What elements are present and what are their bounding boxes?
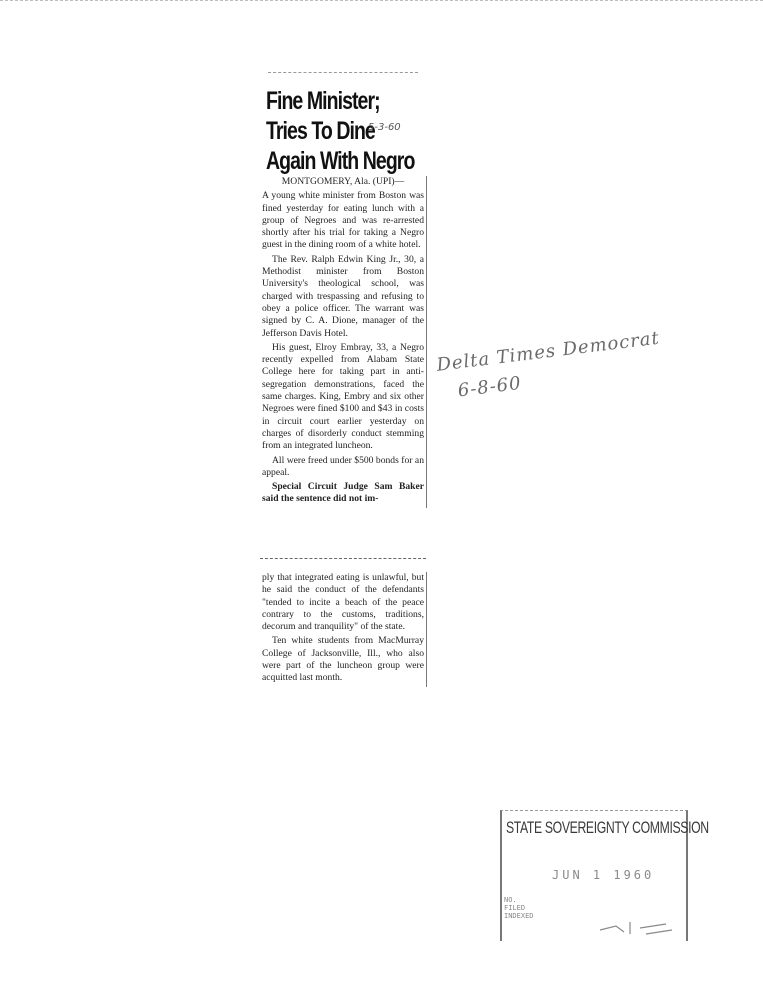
page-top-border (0, 0, 763, 5)
stamp-scribble (596, 914, 676, 936)
handwritten-publication: Delta Times Democrat (435, 327, 661, 376)
article-paragraph: Special Circuit Judge Sam Baker said the sentence did not im- (262, 481, 424, 505)
article-paragraph: The Rev. Ralph Edwin King Jr., 30, a Methodist minister from Boston University's theological school, was charged with trespassing and refusing to obey a police officer. The warrant was signed by C. A. Dione, manager of the Jefferson Davis Hotel. (262, 253, 424, 339)
article-body-bottom (262, 572, 427, 687)
article-paragraph: Ten white students from MacMurray College of Jacksonville, Ill., who also were part of the luncheon group were acquitted last month. (262, 635, 424, 684)
clipping-top-edge (268, 72, 418, 75)
stamp-field: NO. (504, 896, 517, 904)
article-paragraph: His guest, Elroy Embray, 33, a Negro recently expelled from Alabam State College here for taking part in anti-segregation demonstrations, faced the same charges. King, Embry and six other Negroes were fined $100 and $43 in costs in circuit court earlier yesterday on charges of disorderly conduct stemming from an integrated luncheon. (262, 341, 424, 452)
headline-line: Fine Minister; (266, 87, 380, 115)
stamp-field: INDEXED (504, 912, 534, 920)
article-paragraph: All were freed under $500 bonds for an appeal. (262, 454, 424, 478)
stamp-title: STATE SOVEREIGNTY COMMISSION (506, 818, 709, 837)
handwritten-date: 6-8-60 (456, 372, 523, 402)
headline-line: Again With Negro (266, 147, 415, 175)
article-paragraph: ply that integrated eating is unlawful, but he said the conduct of the defendants "tended to incite a beach of the peace contrary to the customs, traditions, decorum and tranquility" of the state. (262, 572, 424, 633)
handwritten-source-note (435, 318, 720, 408)
article-body-top (262, 176, 427, 508)
dateline: MONTGOMERY, Ala. (UPI)— (281, 176, 405, 187)
clipping-fold-line (260, 558, 426, 565)
stamp-field: FILED (504, 904, 526, 912)
headline-line: Tries To Dine (266, 117, 375, 145)
article-paragraph: A young white minister from Boston was fined yesterday for eating lunch with a group of Negroes and was re-arrested shortly after his trial for taking a Negro guest in the dining room of a white hotel. (262, 190, 424, 251)
commission-stamp (496, 796, 709, 946)
handwritten-clip-date: 5-3-60 (368, 122, 401, 133)
stamp-date: JUN 1 1960 (552, 868, 655, 882)
